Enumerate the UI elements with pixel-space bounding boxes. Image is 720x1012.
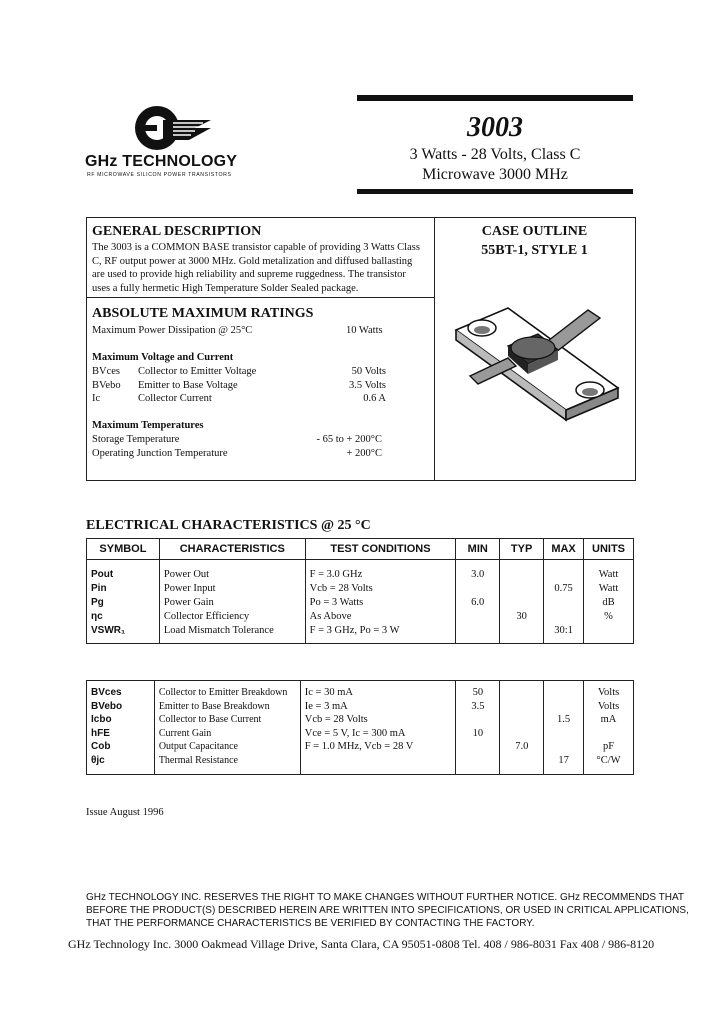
symbol-cell: Pin (91, 583, 107, 594)
typ-cell: 30 (516, 611, 527, 622)
characteristic-cell: Current Gain (158, 727, 212, 739)
header-typ: TYP (500, 539, 544, 560)
logo-mark-icon (133, 98, 213, 156)
temperature-value: + 200°C (346, 447, 382, 459)
header-symbol: SYMBOL (87, 539, 160, 560)
units-cell: Volts (597, 700, 620, 712)
condition-cell: F = 1.0 MHz, Vcb = 28 V (304, 741, 414, 752)
rating-value: 0.6 A (363, 393, 386, 404)
voltage-section-title: Maximum Voltage and Current (92, 352, 234, 363)
characteristics-column (159, 560, 305, 644)
characteristic-cell: Load Mismatch Tolerance (163, 625, 274, 636)
max-column (544, 681, 584, 775)
rating-description: Emitter to Base Voltage (138, 379, 238, 391)
min-cell (460, 740, 495, 754)
condition-cell: Vce = 5 V, Ic = 300 mA (304, 727, 406, 739)
header-max: MAX (544, 539, 584, 560)
header-top-bar (357, 95, 633, 101)
max-cell (548, 610, 579, 624)
rating-value: 50 Volts (351, 366, 386, 377)
header-characteristics: CHARACTERISTICS (159, 539, 305, 560)
temperature-value: - 65 to + 200°C (316, 434, 382, 445)
condition-cell: Po = 3 Watts (309, 597, 364, 608)
temperature-descriptions (92, 433, 228, 460)
min-column (456, 560, 500, 644)
voltage-values (300, 365, 386, 406)
header-units: UNITS (584, 539, 634, 560)
company-footer: GHz Technology Inc. 3000 Oakmead Village Drive, Santa Clara, CA 95051-0808 Tel. 408 / 986-8031 Fax 408 / 986-8120 (68, 937, 655, 951)
symbol-column (87, 560, 160, 644)
notice-line: GHz TECHNOLOGY INC. RESERVES THE RIGHT TO MAKE CHANGES WITHOUT FURTHER NOTICE. GHz RECOMMENDS THAT (86, 892, 685, 903)
typ-cell (504, 727, 539, 741)
typ-cell: 7.0 (515, 741, 529, 752)
characteristics-column (154, 681, 300, 775)
min-cell: 10 (472, 727, 484, 739)
units-cell: °C/W (596, 754, 621, 766)
symbol-cell: BVebo (91, 700, 123, 712)
min-cell (460, 624, 495, 638)
temperature-description: Operating Junction Temperature (92, 447, 228, 459)
typ-cell (504, 754, 539, 768)
characteristic-cell: Emitter to Base Breakdown (158, 700, 270, 712)
units-cell: pF (602, 741, 615, 752)
header-min: MIN (456, 539, 500, 560)
symbol-cell: θjc (91, 754, 105, 766)
rating-symbol: BVces (92, 366, 120, 377)
temperature-description: Storage Temperature (92, 434, 180, 445)
symbol-cell: ηc (91, 611, 103, 622)
electrical-title: ELECTRICAL CHARACTERISTICS @ 25 °C (86, 518, 371, 533)
typ-column (500, 681, 544, 775)
general-description-text (92, 241, 432, 295)
max-column (544, 560, 584, 644)
symbol-cell: Icbo (91, 714, 112, 725)
electrical-table-2 (86, 680, 634, 775)
symbol-cell: Pout (91, 569, 114, 580)
max-cell: 1.5 (557, 714, 571, 725)
conditions-column (300, 681, 456, 775)
logo-tagline: RF MICROWAVE SILICON POWER TRANSISTORS (87, 172, 232, 178)
max-cell (548, 740, 579, 754)
notice-line: THAT THE PERFORMANCE CHARACTERISTICS BE VERIFIED BY CONTACTING THE FACTORY. (86, 918, 535, 929)
rating-description: Collector Current (138, 393, 212, 404)
characteristic-cell: Power Input (163, 583, 216, 594)
characteristic-cell: Collector Efficiency (163, 611, 250, 622)
units-cell: mA (600, 714, 617, 725)
units-column (584, 681, 634, 775)
table-header-row (87, 539, 634, 560)
logo-company-name: GHz TECHNOLOGY (85, 153, 238, 170)
voltage-descriptions (138, 365, 256, 406)
units-cell: Watt (598, 569, 619, 580)
power-dissipation-label: Maximum Power Dissipation @ 25°C (92, 325, 253, 336)
general-line: C, RF output power at 3000 MHz. Gold metalization and diffused ballasting (92, 255, 413, 267)
header-line-1: 3 Watts - 28 Volts, Class C (409, 146, 581, 163)
notice-line: BEFORE THE PRODUCT(S) DESCRIBED HEREIN ARE WRITTEN INTO SPECIFICATIONS, OR USED IN CRITICAL APPLICATIONS, (86, 905, 689, 916)
table-data-row (87, 681, 634, 775)
typ-column (500, 560, 544, 644)
units-cell (588, 624, 629, 638)
max-cell: 17 (558, 754, 569, 766)
condition-cell: As Above (309, 611, 352, 622)
issue-date: Issue August 1996 (86, 807, 164, 818)
power-dissipation-value: 10 Watts (346, 325, 383, 336)
min-column (456, 681, 500, 775)
max-cell: 30:1 (554, 625, 573, 636)
condition-cell (305, 754, 452, 768)
max-cell (548, 686, 579, 700)
typ-cell (504, 582, 539, 596)
condition-cell: F = 3.0 GHz (309, 569, 363, 580)
min-cell (460, 713, 495, 727)
max-cell (548, 568, 579, 582)
condition-cell: Ic = 30 mA (304, 687, 353, 698)
units-cell (588, 727, 629, 741)
characteristic-cell: Collector to Emitter Breakdown (158, 687, 288, 698)
table-data-row (87, 560, 634, 644)
typ-cell (504, 596, 539, 610)
max-cell (548, 727, 579, 741)
box-horizontal-divider (86, 297, 435, 298)
characteristic-cell: Collector to Base Current (158, 714, 262, 725)
voltage-symbols (92, 365, 121, 406)
characteristic-cell: Thermal Resistance (158, 754, 238, 766)
condition-cell: Vcb = 28 Volts (304, 714, 368, 725)
max-cell: 0.75 (554, 583, 573, 594)
part-number: 3003 (467, 112, 523, 143)
rating-description: Collector to Emitter Voltage (138, 366, 257, 377)
typ-cell (504, 700, 539, 714)
ratings-title: ABSOLUTE MAXIMUM RATINGS (92, 306, 314, 321)
units-cell: dB (602, 597, 615, 608)
general-description-title: GENERAL DESCRIPTION (92, 224, 262, 239)
condition-cell: Vcb = 28 Volts (309, 583, 373, 594)
units-column (584, 560, 634, 644)
typ-cell (504, 624, 539, 638)
temperature-values (290, 433, 382, 460)
condition-cell: Ie = 3 mA (304, 700, 348, 712)
units-cell: Volts (597, 687, 620, 698)
rating-symbol: BVebo (92, 379, 121, 391)
general-line: uses a fully hermetic High Temperature Solder Sealed package. (92, 282, 359, 294)
case-outline-subtitle: 55BT-1, STYLE 1 (481, 243, 588, 258)
rating-value: 3.5 Volts (349, 379, 386, 391)
general-line: The 3003 is a COMMON BASE transistor capable of providing 3 Watts Class (92, 242, 420, 253)
min-cell: 3.5 (471, 700, 485, 712)
units-cell: % (604, 611, 613, 622)
typ-cell (504, 686, 539, 700)
characteristic-cell: Output Capacitance (158, 741, 238, 752)
symbol-cell: Pg (91, 597, 104, 608)
symbol-column (87, 681, 155, 775)
header-bottom-bar (357, 189, 633, 194)
symbol-cell: BVces (91, 687, 122, 698)
general-line: are used to provide high reliability and supreme ruggedness. The transistor (92, 269, 406, 280)
case-outline-title: CASE OUTLINE (481, 224, 588, 239)
conditions-column (305, 560, 456, 644)
max-cell (548, 700, 579, 714)
min-cell (460, 754, 495, 768)
package-outline-drawing (448, 300, 628, 430)
rating-symbol: Ic (92, 393, 101, 404)
symbol-cell: VSWR₁ (91, 625, 126, 636)
legal-notice (86, 891, 689, 930)
temperature-section-title: Maximum Temperatures (92, 420, 204, 431)
min-cell (460, 610, 495, 624)
header-line-2: Microwave 3000 MHz (422, 166, 568, 183)
typ-cell (504, 713, 539, 727)
characteristic-cell: Power Out (163, 569, 210, 580)
symbol-cell: hFE (91, 727, 110, 739)
condition-cell: F = 3 GHz, Po = 3 W (309, 625, 400, 636)
max-cell (548, 596, 579, 610)
min-cell: 50 (472, 687, 484, 698)
header-test-conditions: TEST CONDITIONS (305, 539, 456, 560)
electrical-table-1 (86, 538, 634, 644)
typ-cell (504, 568, 539, 582)
min-cell: 6.0 (471, 597, 485, 608)
units-cell: Watt (598, 583, 619, 594)
min-cell: 3.0 (471, 569, 485, 580)
company-logo (85, 98, 250, 183)
characteristic-cell: Power Gain (163, 597, 214, 608)
min-cell (460, 582, 495, 596)
symbol-cell: Cob (91, 741, 111, 752)
